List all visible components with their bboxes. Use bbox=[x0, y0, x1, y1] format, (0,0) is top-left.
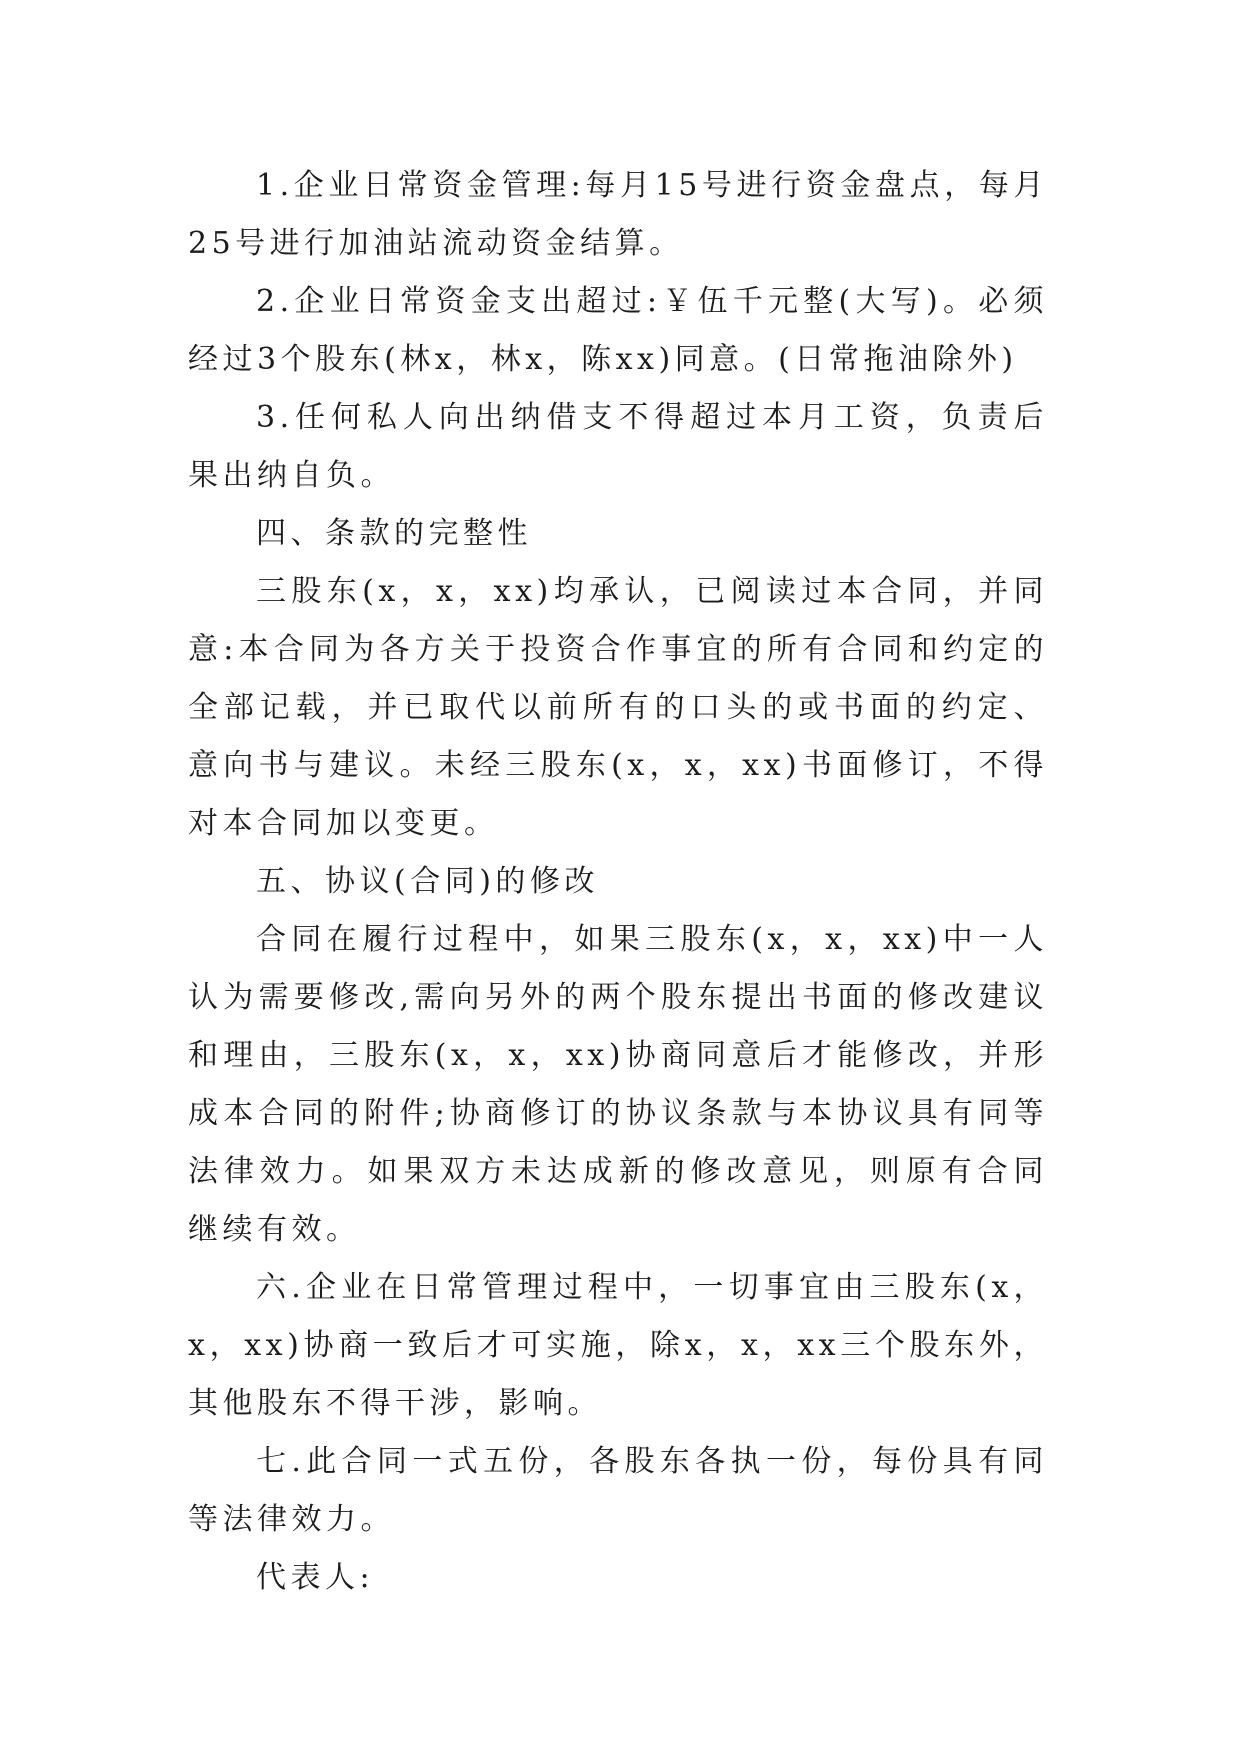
section-heading-completeness: 四、条款的完整性 bbox=[256, 516, 532, 551]
document-body bbox=[188, 157, 1048, 1607]
clause-amendment: 合同在履行过程中，如果三股东(x，x，xx)中一人认为需要修改,需向另外的两个股东提出书面的修改建议和理由，三股东(x，x，xx)协商同意后才能修改，并形成本合同的附件;协商修订的协议条款与本协议具有同等法律效力。如果双方未达成新的修改意见，则原有合同继续有效。 bbox=[188, 922, 1048, 1247]
clause-expenditure-limit: 2.企业日常资金支出超过:￥伍千元整(大写)。必须经过3个股东(林x，林x，陈xx)同意。(日常拖油除外) bbox=[188, 284, 1048, 377]
clause-private-borrowing: 3.任何私人向出纳借支不得超过本月工资，负责后果出纳自负。 bbox=[188, 400, 1048, 493]
clause-daily-management: 六.企业在日常管理过程中，一切事宜由三股东(x，x，xx)协商一致后才可实施，除x，x，xx三个股东外，其他股东不得干涉，影响。 bbox=[188, 1270, 1048, 1421]
signature-label: 代表人: bbox=[256, 1560, 375, 1595]
clause-fund-management: 1.企业日常资金管理:每月15号进行资金盘点，每月25号进行加油站流动资金结算。 bbox=[188, 168, 1048, 261]
clause-completeness: 三股东(x，x，xx)均承认，已阅读过本合同，并同意:本合同为各方关于投资合作事宜的所有合同和约定的全部记载，并已取代以前所有的口头的或书面的约定、意向书与建议。未经三股东(x，x，xx)书面修订，不得对本合同加以变更。 bbox=[188, 574, 1048, 841]
section-heading-amendment: 五、协议(合同)的修改 bbox=[256, 864, 599, 899]
clause-copies: 七.此合同一式五份，各股东各执一份，每份具有同等法律效力。 bbox=[188, 1444, 1048, 1537]
